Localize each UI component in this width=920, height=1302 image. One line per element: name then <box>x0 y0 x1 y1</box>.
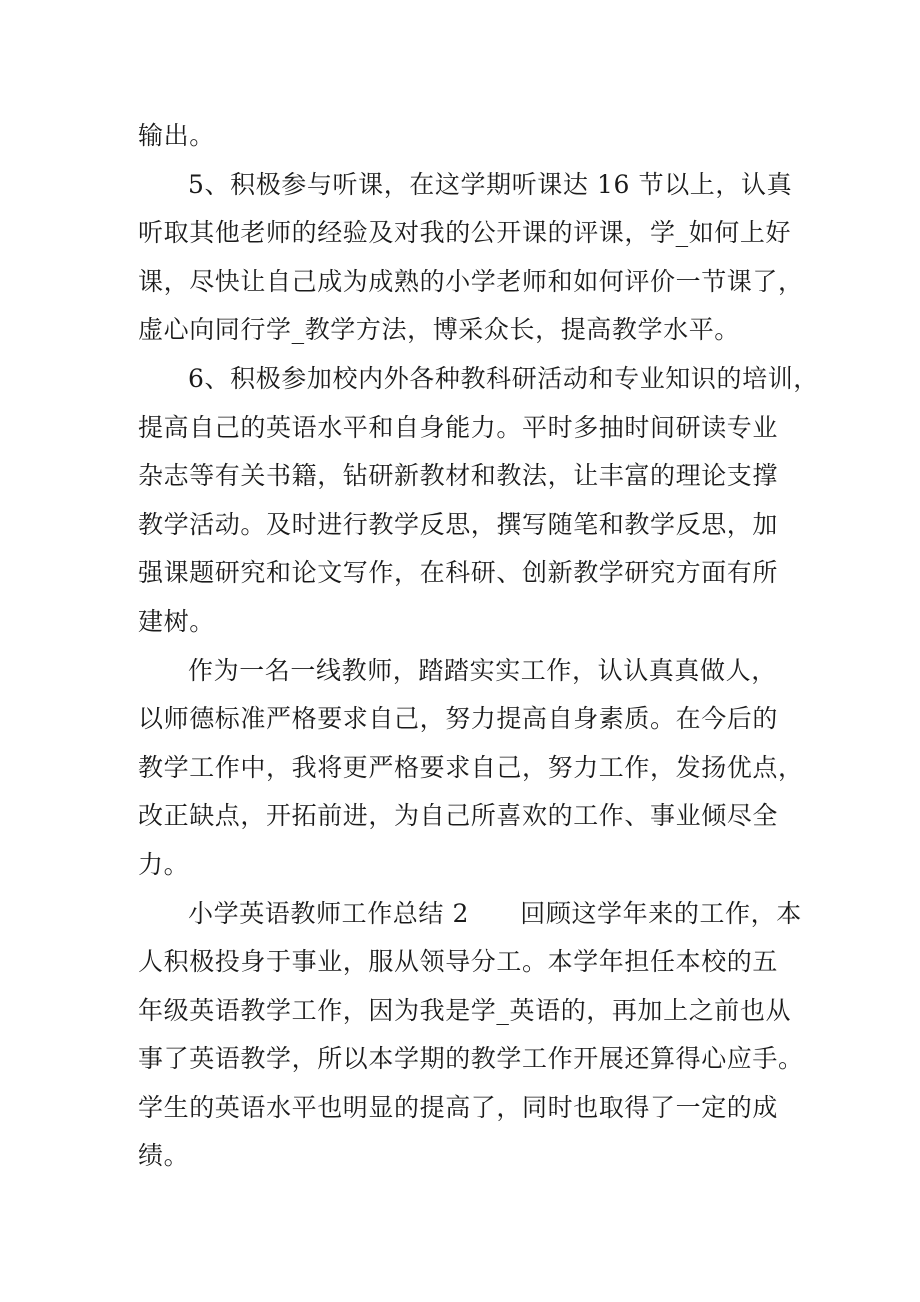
text-line: 年级英语教学工作，因为我是学_英语的，再加上之前也从 <box>138 995 792 1025</box>
text-line: 教学工作中，我将更严格要求自己，努力工作，发扬优点， <box>138 752 804 782</box>
section-2-start: 小学英语教师工作总结 2 回顾这学年来的工作，本 <box>188 898 802 928</box>
text-line: 绩。 <box>138 1141 190 1171</box>
text-line: 事了英语教学，所以本学期的教学工作开展还算得心应手。 <box>138 1044 804 1074</box>
text-line: 人积极投身于事业，服从领导分工。本学年担任本校的五 <box>138 947 779 977</box>
text-line: 力。 <box>138 849 190 879</box>
text-line: 杂志等有关书籍，钻研新教材和教法，让丰富的理论支撑 <box>138 461 779 491</box>
text-line: 学生的英语水平也明显的提高了，同时也取得了一定的成 <box>138 1092 779 1122</box>
text-line: 听取其他老师的经验及对我的公开课的评课，学_如何上好 <box>138 218 792 248</box>
paragraph-5-start: 5、积极参与听课，在这学期听课达 16 节以上，认真 <box>188 169 793 199</box>
document-body <box>138 112 819 1181</box>
text-line: 建树。 <box>138 606 215 636</box>
text-line: 以师德标准严格要求自己，努力提高自身素质。在今后的 <box>138 704 779 734</box>
text-line: 课，尽快让自己成为成熟的小学老师和如何评价一节课了， <box>138 266 804 296</box>
text-line: 提高自己的英语水平和自身能力。平时多抽时间研读专业 <box>138 412 779 442</box>
paragraph-conclusion-start: 作为一名一线教师，踏踏实实工作，认认真真做人， <box>188 655 777 685</box>
text-line: 输出。 <box>138 121 215 150</box>
text-line: 强课题研究和论文写作，在科研、创新教学研究方面有所 <box>138 558 779 588</box>
text-line: 改正缺点，开拓前进，为自己所喜欢的工作、事业倾尽全 <box>138 801 779 831</box>
paragraph-6-start: 6、积极参加校内外各种教科研活动和专业知识的培训， <box>188 363 819 393</box>
text-line: 教学活动。及时进行教学反思，撰写随笔和教学反思，加 <box>138 509 779 539</box>
text-line: 虚心向同行学_教学方法，博采众长，提高教学水平。 <box>138 315 740 345</box>
